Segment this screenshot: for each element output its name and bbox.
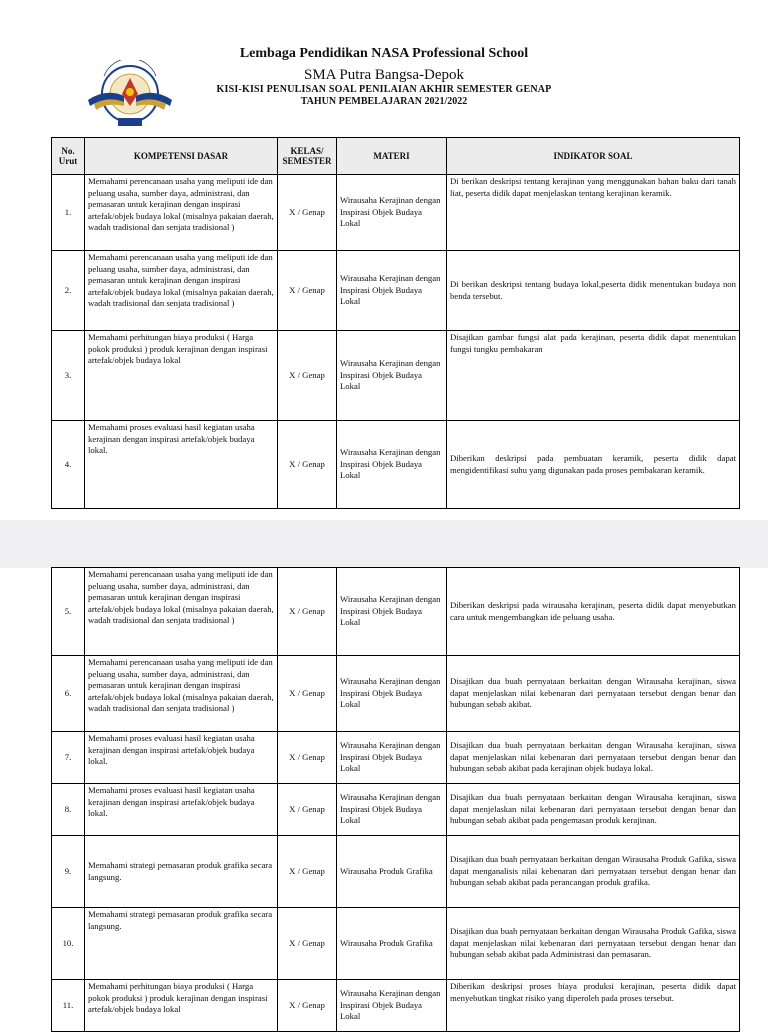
indikator-soal: Disajikan dua buah pernyataan berkaitan dengan Wirausaha Produk Gafika, siswa dapat menganalisis nilai kebenaran dari pernyataan tersebut dengan benar dan hubungan sebab akibat pada perancangan produk grafika. [447,836,740,908]
document-title: KISI-KISI PENULISAN SOAL PENILAIAN AKHIR SEMESTER GENAP [216,84,552,95]
kisi-kisi-table-page-2 [51,567,740,1032]
col-header-materi: MATERI [337,138,447,175]
row-number: 6. [52,656,85,732]
col-header-kelas: KELAS/ SEMESTER [278,138,337,175]
table-row [52,732,740,784]
table-row [52,175,740,251]
page-gap [0,520,768,568]
kompetensi-dasar: Memahami strategi pemasaran produk grafika secara langsung. [85,908,278,980]
kompetensi-dasar: Memahami perhitungan biaya produksi ( Harga pokok produksi ) produk kerajinan dengan inspirasi artefak/objek budaya lokal [85,331,278,421]
row-number: 8. [52,784,85,836]
table-row [52,908,740,980]
indikator-soal: Disajikan dua buah pernyataan berkaitan dengan Wirausaha kerajinan, siswa dapat menjelaskan nilai kebenaran dari pernyataan tersebut dengan benar dan hubungan sebab akibat pada kerajinan objek budaya lokal. [447,732,740,784]
materi: Wirausaha Kerajinan dengan Inspirasi Objek Budaya Lokal [337,568,447,656]
materi: Wirausaha Produk Grafika [337,836,447,908]
table-row [52,251,740,331]
kelas-semester: X / Genap [278,732,337,784]
kelas-semester: X / Genap [278,836,337,908]
table-row [52,836,740,908]
indikator-soal: Disajikan dua buah pernyataan berkaitan dengan Wirausaha kerajinan, siswa dapat menjelaskan nilai kebenaran dari pernyataan tersebut dengan benar dan hubungan sebab akibat. [447,656,740,732]
kelas-semester: X / Genap [278,784,337,836]
kompetensi-dasar: Memahami perencanaan usaha yang meliputi ide dan peluang usaha, sumber daya, administrasi, dan pemasaran untuk kerajinan dengan inspirasi artefak/objek budaya lokal (misalnya pakaian daerah, wadah tradisional dan senjata tradisional ) [85,175,278,251]
institution-name: Lembaga Pendidikan NASA Professional School [239,46,529,61]
kompetensi-dasar: Memahami proses evaluasi hasil kegiatan usaha kerajinan dengan inspirasi artefak/objek budaya lokal. [85,784,278,836]
row-number: 11. [52,980,85,1032]
indikator-soal: Diberikan deskripsi proses biaya produksi kerajinan, peserta didik dapat menyebutkan tingkat risiko yang diperoleh pada proses tersebut. [447,980,740,1032]
table-row [52,568,740,656]
row-number: 3. [52,331,85,421]
kelas-semester: X / Genap [278,568,337,656]
kompetensi-dasar: Memahami perhitungan biaya produksi ( Harga pokok produksi ) produk kerajinan dengan inspirasi artefak/objek budaya lokal [85,980,278,1032]
table-row [52,656,740,732]
row-number: 1. [52,175,85,251]
row-number: 10. [52,908,85,980]
col-header-no: No. Urut [52,138,85,175]
table-row [52,421,740,509]
kelas-semester: X / Genap [278,175,337,251]
kelas-semester: X / Genap [278,908,337,980]
col-header-kd: KOMPETENSI DASAR [85,138,278,175]
indikator-soal: Disajikan gambar fungsi alat pada kerajinan, peserta didik dapat menentukan fungsi tungku pembakaran [447,331,740,421]
materi: Wirausaha Produk Grafika [337,908,447,980]
kompetensi-dasar: Memahami perencanaan usaha yang meliputi ide dan peluang usaha, sumber daya, administrasi, dan pemasaran untuk kerajinan dengan inspirasi artefak/objek budaya lokal (misalnya pakaian daerah, wadah tradisional dan senjata tradisional ) [85,251,278,331]
table-row [52,331,740,421]
kelas-semester: X / Genap [278,656,337,732]
kelas-semester: X / Genap [278,421,337,509]
kompetensi-dasar: Memahami perencanaan usaha yang meliputi ide dan peluang usaha, sumber daya, administrasi, dan pemasaran untuk kerajinan dengan inspirasi artefak/objek budaya lokal (misalnya pakaian daerah, wadah tradisional dan senjata tradisional ) [85,656,278,732]
document-header [0,0,768,135]
indikator-soal: Disajikan dua buah pernyataan berkaitan dengan Wirausaha kerajinan, siswa dapat menjelaskan nilai kebenaran dari pernyataan tersebut dengan benar dan hubungan sebab akibat pada pengemasan produk kerajinan. [447,784,740,836]
row-number: 2. [52,251,85,331]
kompetensi-dasar: Memahami proses evaluasi hasil kegiatan usaha kerajinan dengan inspirasi artefak/objek budaya lokal. [85,732,278,784]
materi: Wirausaha Kerajinan dengan Inspirasi Objek Budaya Lokal [337,732,447,784]
row-number: 4. [52,421,85,509]
academic-year: TAHUN PEMBELAJARAN 2021/2022 [300,96,468,107]
materi: Wirausaha Kerajinan dengan Inspirasi Objek Budaya Lokal [337,331,447,421]
indikator-soal: Di berikan deskripsi tentang budaya lokal,peserta didik menentukan budaya non benda tersebut. [447,251,740,331]
kelas-semester: X / Genap [278,980,337,1032]
materi: Wirausaha Kerajinan dengan Inspirasi Objek Budaya Lokal [337,656,447,732]
kompetensi-dasar: Memahami strategi pemasaran produk grafika secara langsung. [85,836,278,908]
kelas-semester: X / Genap [278,331,337,421]
row-number: 5. [52,568,85,656]
indikator-soal: Diberikan deskripsi pada wirausaha kerajinan, peserta didik dapat menyebutkan cara untuk mengembangkan ide peluang usaha. [447,568,740,656]
kelas-semester: X / Genap [278,251,337,331]
kompetensi-dasar: Memahami proses evaluasi hasil kegiatan usaha kerajinan dengan inspirasi artefak/objek budaya lokal. [85,421,278,509]
materi: Wirausaha Kerajinan dengan Inspirasi Objek Budaya Lokal [337,784,447,836]
table-row [52,784,740,836]
table-header-row [52,138,740,175]
row-number: 7. [52,732,85,784]
materi: Wirausaha Kerajinan dengan Inspirasi Objek Budaya Lokal [337,421,447,509]
indikator-soal: Diberikan deskripsi pada pembuatan keramik, peserta didik dapat mengidentifikasi suhu yang digunakan pada proses pembakaran keramik. [447,421,740,509]
col-header-indikator: INDIKATOR SOAL [447,138,740,175]
indikator-soal: Disajikan dua buah pernyataan berkaitan dengan Wirausaha Produk Gafika, siswa dapat menjelaskan nilai kebenaran dari pernyataan tersebut dengan benar dan hubungan sebab akibat pada Administrasi dan pemasaran. [447,908,740,980]
kisi-kisi-table-page-1 [51,137,740,509]
materi: Wirausaha Kerajinan dengan Inspirasi Objek Budaya Lokal [337,251,447,331]
indikator-soal: Di berikan deskripsi tentang kerajinan yang menggunakan bahan baku dari tanah liat, peserta didik dapat menjelaskan tentang kerajinan keramik. [447,175,740,251]
row-number: 9. [52,836,85,908]
school-name: SMA Putra Bangsa-Depok [304,67,464,83]
materi: Wirausaha Kerajinan dengan Inspirasi Objek Budaya Lokal [337,980,447,1032]
kompetensi-dasar: Memahami perencanaan usaha yang meliputi ide dan peluang usaha, sumber daya, administrasi, dan pemasaran untuk kerajinan dengan inspirasi artefak/objek budaya lokal (misalnya pakaian daerah, wadah tradisional dan senjata tradisional ) [85,568,278,656]
materi: Wirausaha Kerajinan dengan Inspirasi Objek Budaya Lokal [337,175,447,251]
